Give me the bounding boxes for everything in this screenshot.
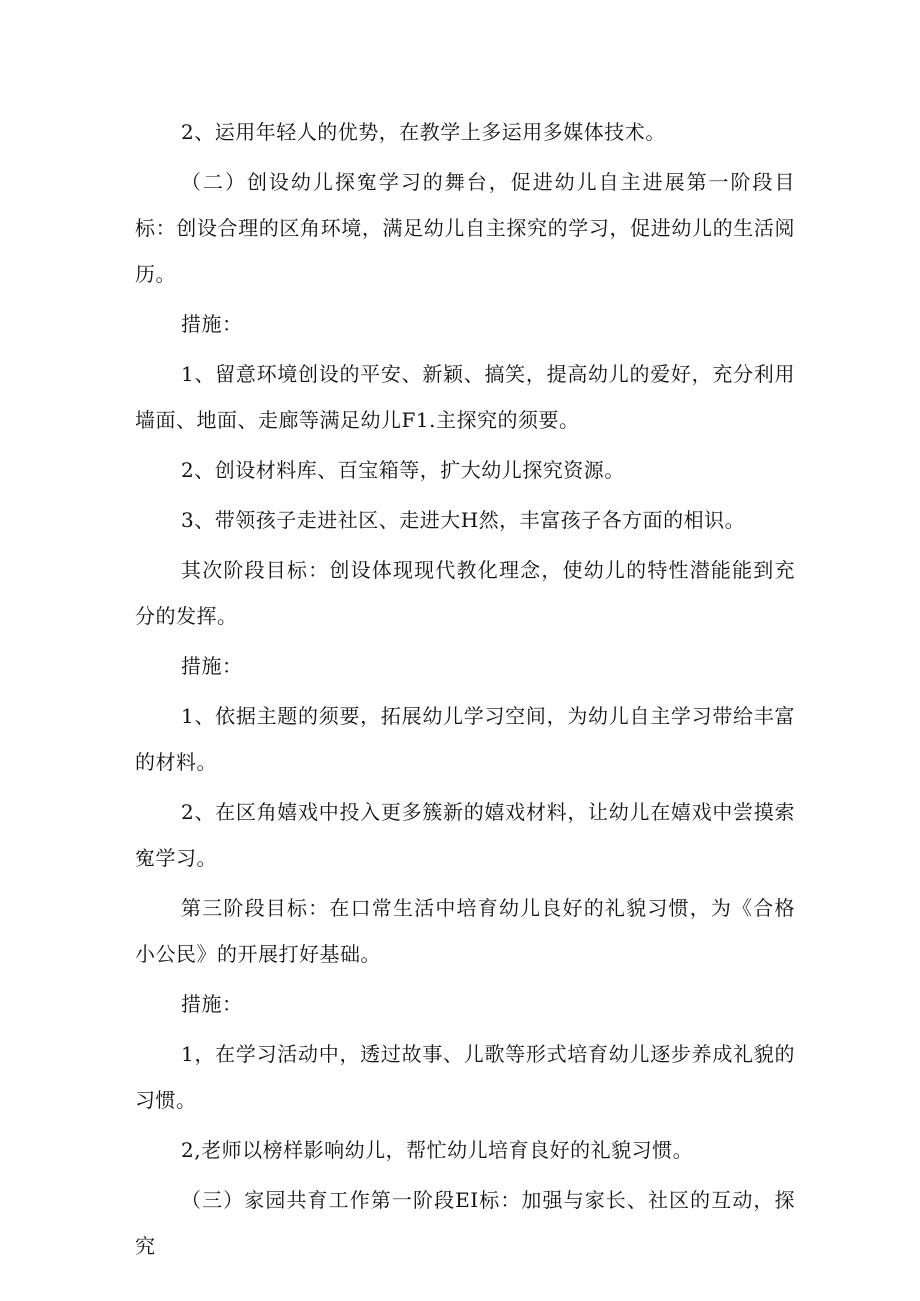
paragraph-measures-heading: 措施： xyxy=(181,312,243,336)
paragraph-stage-three-goal: 第三阶段目标：在口常生活中培育幼儿良好的礼貌习惯，为《合格小公民》的开展打好基础。 xyxy=(135,896,795,966)
paragraph-measure-materials: 2、创设材料库、百宝箱等，扩大幼儿探究资源。 xyxy=(181,458,625,482)
paragraph-section-three-goal: （三）家园共育工作第一阶段EI标：加强与家长、社区的互动，探究 xyxy=(135,1188,795,1258)
paragraph-measure-community: 3、带领孩子走进社区、走进大H然，丰富孩子各方面的相识。 xyxy=(181,508,746,532)
paragraph-measure-role-model: 2,老师以榜样影响幼儿，帮忙幼儿培育良好的礼貌习惯。 xyxy=(181,1138,694,1162)
document-body xyxy=(135,109,795,1269)
paragraph-measures-heading: 措施： xyxy=(181,992,243,1016)
paragraph-measure-environment: 1、留意环境创设的平安、新颖、搞笑，提高幼儿的爱好，充分利用墙面、地面、走廊等满足幼儿F1.主探究的须要。 xyxy=(135,362,795,432)
paragraph-stage-two-goal: 其次阶段目标：创设体现现代教化理念，使幼儿的特性潜能能到充分的发挥。 xyxy=(135,558,795,628)
paragraph-multimedia: 2、运用年轻人的优势，在教学上多运用多媒体技术。 xyxy=(181,120,666,144)
paragraph-measures-heading: 措施： xyxy=(181,654,243,678)
paragraph-section-two-goal-one: （二）创设幼儿探寃学习的舞台，促进幼儿自主进展第一阶段目标：创设合理的区角环境，满足幼儿自主探究的学习，促进幼儿的生活阅历。 xyxy=(135,170,795,286)
paragraph-measure-space: 1、依据主题的须要，拓展幼儿学习空间，为幼儿自主学习带给丰富的材料。 xyxy=(135,704,795,774)
paragraph-measure-play-materials: 2、在区角嬉戏中投入更多簇新的嬉戏材料，让幼儿在嬉戏中尝摸索寃学习。 xyxy=(135,800,795,870)
paragraph-measure-stories: 1，在学习活动中，透过故事、儿歌等形式培育幼儿逐步养成礼貌的习惯。 xyxy=(135,1042,795,1112)
